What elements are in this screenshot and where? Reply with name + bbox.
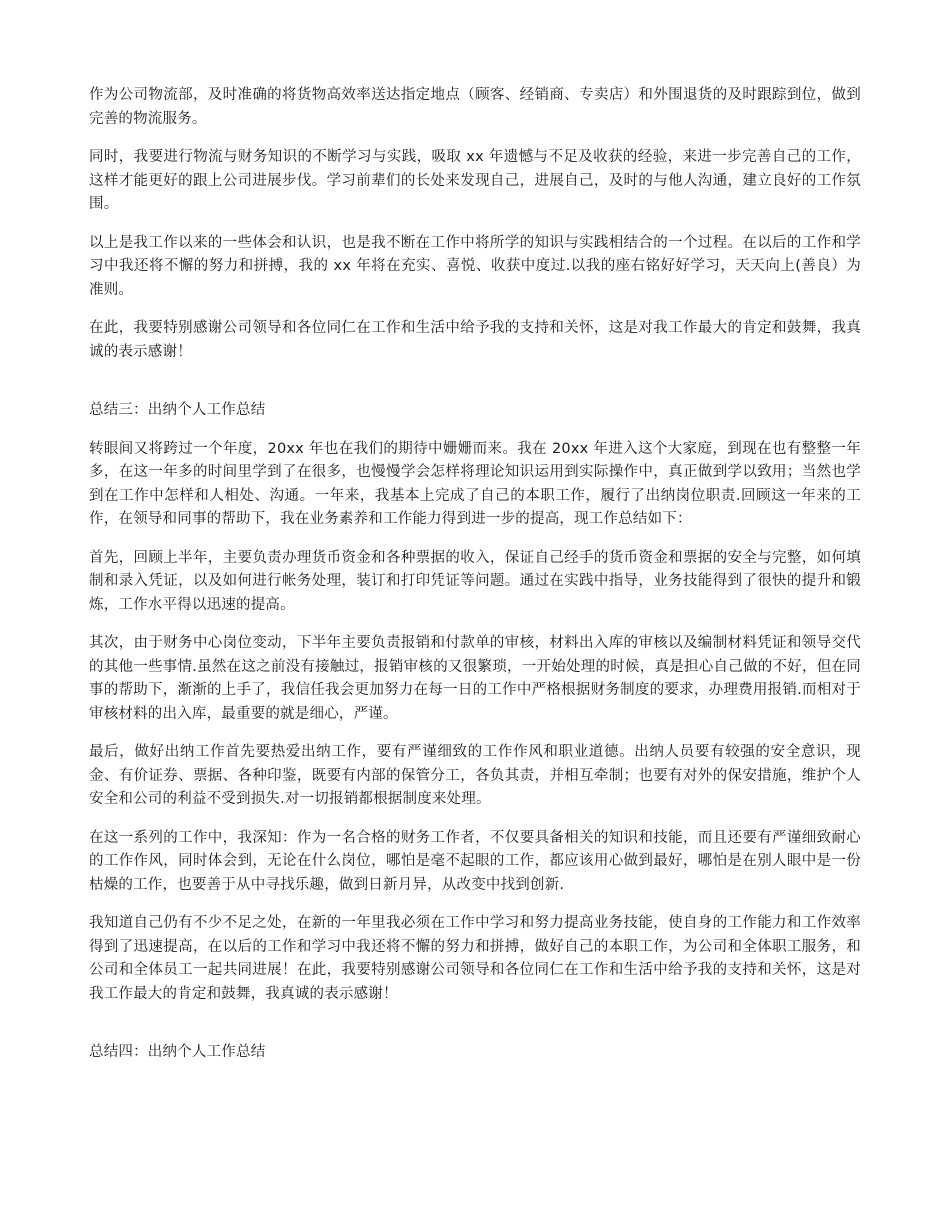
paragraph-cashier-duties: 最后，做好出纳工作首先要热爱出纳工作，要有严谨细致的工作作风和职业道德。出纳人员要有较强的安全意识，现金、有价证券、票据、各种印鉴，既要有内部的保管分工，各负其责，并相互牵制；也要有对外的保安措施，维护个人安全和公司的利益不受到损失.对一切报销都根据制度来处理。	[89, 744, 861, 807]
paragraph-reflection: 以上是我工作以来的一些体会和认识，也是我不断在工作中将所学的知识与实践相结合的一个过程。在以后的工作和学习中我还将不懈的努力和拼搏，我的 xx 年将在充实、喜悦、收获中度过.以我的座右铭好好学习，天天向上(善良）为准则。	[89, 234, 861, 298]
section-heading-3: 总结三：出纳个人工作总结	[89, 402, 266, 418]
paragraph-second-half: 其次，由于财务中心岗位变动，下半年主要负责报销和付款单的审核，材料出入库的审核以及编制材料凭证和领导交代的其他一些事情.虽然在这之前没有接触过，报销审核的又很繁琐，一开始处理的时候，真是担心自己做的不好，但在同事的帮助下，渐渐的上手了，我信任我会更加努力在每一日的工作中严格根据财务制度的要求，办理费用报销.而相对于审核材料的出入库，最重要的就是细心，严谨。	[89, 635, 861, 722]
paragraph-insight: 在这一系列的工作中，我深知：作为一名合格的财务工作者，不仅要具备相关的知识和技能，而且还要有严谨细致耐心的工作作风，同时体会到，无论在什么岗位，哪怕是毫不起眼的工作，都应该用心做到最好，哪怕是在别人眼中是一份枯燥的工作，也要善于从中寻找乐趣，做到日新月异，从改变中找到创新.	[89, 829, 861, 893]
section-heading-4: 总结四：出纳个人工作总结	[89, 1044, 266, 1060]
paragraph-year-review: 转眼间又将跨过一个年度，20xx 年也在我们的期待中姗姗而来。我在 20xx 年进入这个大家庭，到现在也有整整一年多，在这一年多的时间里学到了在很多，也慢慢学会怎样将理论知识运用到实际操作中，真正做到学以致用；当然也学到在工作中怎样和人相处、沟通。一年来，我基本上完成了自己的本职工作，履行了出纳岗位职责.回顾这一年来的工作，在领导和同事的帮助下，我在业务素养和工作能力得到进一步的提高，现工作总结如下：	[89, 440, 861, 527]
paragraph-closing: 我知道自己仍有不少不足之处，在新的一年里我必须在工作中学习和努力提高业务技能，使自身的工作能力和工作效率得到了迅速提高，在以后的工作和学习中我还将不懈的努力和拼搏，做好自己的本职工作，为公司和全体职工服务，和公司和全体员工一起共同进展！在此，我要特别感谢公司领导和各位同仁在工作和生活中给予我的支持和关怀，这是对我工作最大的肯定和鼓舞，我真诚的表示感谢！	[89, 915, 861, 1002]
paragraph-logistics: 作为公司物流部，及时准确的将货物高效率送达指定地点（顾客、经销商、专卖店）和外围退货的及时跟踪到位，做到完善的物流服务。	[89, 87, 861, 127]
paragraph-first-half: 首先，回顾上半年，主要负责办理货币资金和各种票据的收入，保证自己经手的货币资金和票据的安全与完整，如何填制和录入凭证，以及如何进行帐务处理，装订和打印凭证等问题。通过在实践中指导，业务技能得到了很快的提升和锻炼，工作水平得以迅速的提高。	[89, 549, 861, 613]
paragraph-learning: 同时，我要进行物流与财务知识的不断学习与实践，吸取 xx 年遗憾与不足及收获的经验，来进一步完善自己的工作，这样才能更好的跟上公司进展步伐。学习前辈们的长处来发现自己，进展自己，及时的与他人沟通，建立良好的工作氛围。	[89, 149, 861, 212]
paragraph-thanks: 在此，我要特别感谢公司领导和各位同仁在工作和生活中给予我的支持和关怀，这是对我工作最大的肯定和鼓舞，我真诚的表示感谢！	[89, 320, 861, 360]
section-spacer	[89, 1021, 861, 1041]
section-spacer	[89, 379, 861, 399]
document-page	[89, 84, 861, 1080]
